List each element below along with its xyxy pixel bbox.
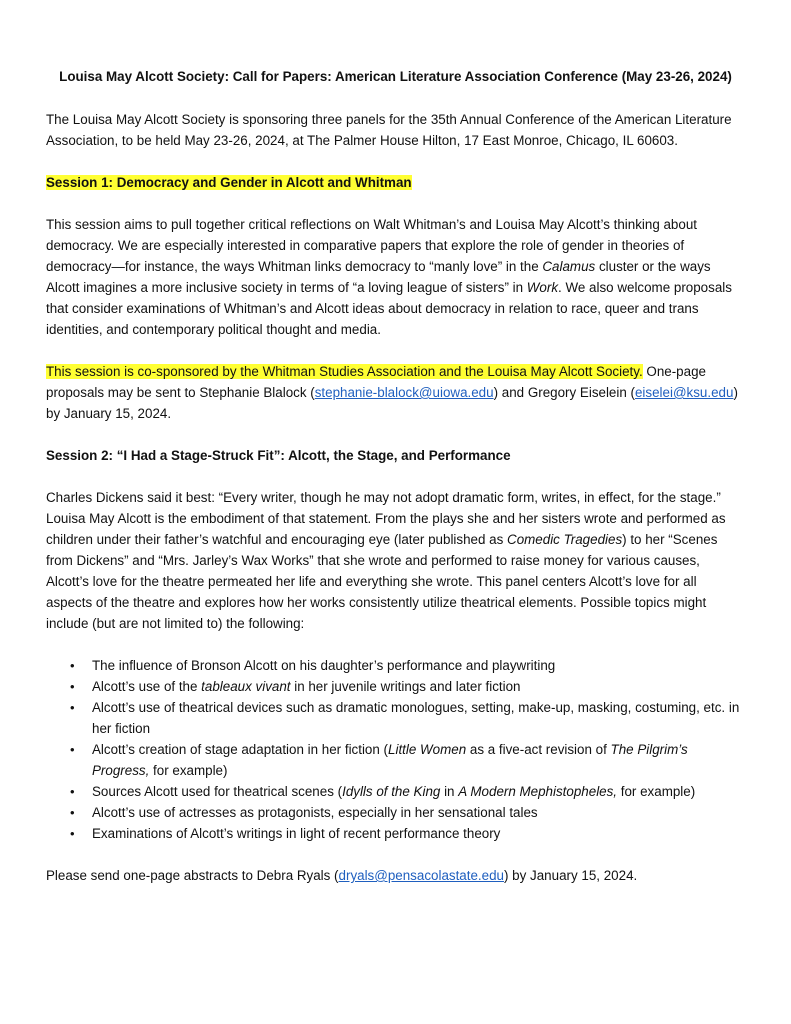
text-run: for example): [617, 784, 696, 799]
italic-title: Little Women: [388, 742, 467, 757]
intro-paragraph: The Louisa May Alcott Society is sponsoring three panels for the 35th Annual Conference of the American Literature Association, to be held May 23-26, 2024, at The Palmer House Hilton, 17 East Monroe, Chicago, IL 60603.: [46, 112, 732, 148]
text-run: Alcott’s use of actresses as protagonists, especially in her sensational tales: [92, 805, 538, 820]
text-run: ) by January 15, 2024.: [46, 385, 738, 421]
text-run: ) by January 15, 2024.: [504, 868, 638, 883]
text-run: ) to her “Scenes from Dickens” and “Mrs. Jarley’s Wax Works” that she wrote and performed to raise money for various causes, Alcott’s love for the theatre permeated her life and everything she wrote. This panel centers Alcott’s love for all aspects of the theatre and explores how her works consistently utilize theatrical elements. Possible topics might include (but are not limited to) the following:: [46, 532, 718, 631]
bullet-icon: •: [70, 784, 75, 799]
bullet-icon: •: [70, 658, 75, 673]
text-run: Alcott’s use of the: [92, 679, 202, 694]
list-item: [70, 823, 745, 844]
italic-title: Idylls of the King: [342, 784, 441, 799]
session1-description: [46, 214, 745, 340]
text-run: cluster or the ways Alcott imagines a more inclusive society in terms of “a loving league of sisters” in: [46, 259, 711, 295]
text-run: Charles Dickens said it best: “Every writer, though he may not adopt dramatic form, writes, in effect, for the stage.” Louisa May Alcott is the embodiment of that statement. From the plays she and her sisters wrote and performed as children under their father’s watchful and encouraging eye (later published as: [46, 490, 726, 547]
text-run: Please send one-page abstracts to Debra Ryals (: [46, 868, 339, 883]
text-run: This session aims to pull together critical reflections on Walt Whitman’s and Louisa May Alcott’s thinking about democracy. We are especially interested in comparative papers that explore the role of gender in theories of democracy—for instance, the ways Whitman links democracy to “manly love” in the: [46, 217, 697, 274]
bullet-icon: •: [70, 805, 75, 820]
list-item: [70, 655, 745, 676]
bullet-icon: •: [70, 742, 75, 757]
cosponsor-highlight: This session is co-sponsored by the Whitman Studies Association and the Louisa May Alcott Society.: [46, 364, 643, 379]
topics-list: [46, 655, 745, 844]
text-run: ) and Gregory Eiselein (: [493, 385, 635, 400]
text-run: One-page proposals may be sent to Stephanie Blalock (: [46, 364, 706, 400]
session2-description: [46, 487, 745, 634]
bullet-icon: •: [70, 826, 75, 841]
italic-title: Comedic Tragedies: [507, 532, 623, 547]
bullet-icon: •: [70, 679, 75, 694]
page-title: Louisa May Alcott Society: Call for Papers: American Literature Association Conference (May 23-26, 2024): [59, 69, 732, 84]
italic-title: tableaux vivant: [201, 679, 291, 694]
list-item: [70, 781, 745, 802]
text-run: The influence of Bronson Alcott on his daughter’s performance and playwriting: [92, 658, 556, 673]
session1-heading-highlight: Session 1: Democracy and Gender in Alcott and Whitman: [46, 175, 412, 190]
italic-title: Calamus: [542, 259, 596, 274]
email-link-eiselein[interactable]: eiselei@ksu.edu: [634, 385, 734, 400]
italic-title: Work: [526, 280, 559, 295]
text-run: . We also welcome proposals that consider examinations of Whitman’s and Alcott ideas about democracy in relation to race, queer and trans identities, and contemporary political thought and media.: [46, 280, 732, 337]
list-item: [70, 739, 745, 781]
text-run: Alcott’s creation of stage adaptation in her fiction (: [92, 742, 389, 757]
list-item: [70, 697, 745, 739]
list-item: [70, 802, 745, 823]
text-run: Examinations of Alcott’s writings in light of recent performance theory: [92, 826, 501, 841]
text-run: for example): [149, 763, 228, 778]
closing-paragraph: [46, 865, 745, 886]
session1-heading: [46, 172, 745, 193]
session1-submission: [46, 361, 745, 424]
italic-title: The Pilgrim’s Progress,: [92, 742, 688, 778]
bullet-icon: •: [70, 700, 75, 715]
email-link-ryals[interactable]: dryals@pensacolastate.edu: [338, 868, 504, 883]
email-link-blalock[interactable]: stephanie-blalock@uiowa.edu: [314, 385, 494, 400]
text-run: Alcott’s use of theatrical devices such as dramatic monologues, setting, make-up, masking, costuming, etc. in her fiction: [92, 700, 740, 736]
text-run: in: [440, 784, 459, 799]
text-run: Sources Alcott used for theatrical scenes (: [92, 784, 343, 799]
list-item: [70, 676, 745, 697]
italic-title: A Modern Mephistopheles,: [458, 784, 618, 799]
session2-heading: Session 2: “I Had a Stage-Struck Fit”: Alcott, the Stage, and Performance: [46, 448, 511, 463]
text-run: in her juvenile writings and later fiction: [290, 679, 521, 694]
text-run: as a five-act revision of: [466, 742, 611, 757]
